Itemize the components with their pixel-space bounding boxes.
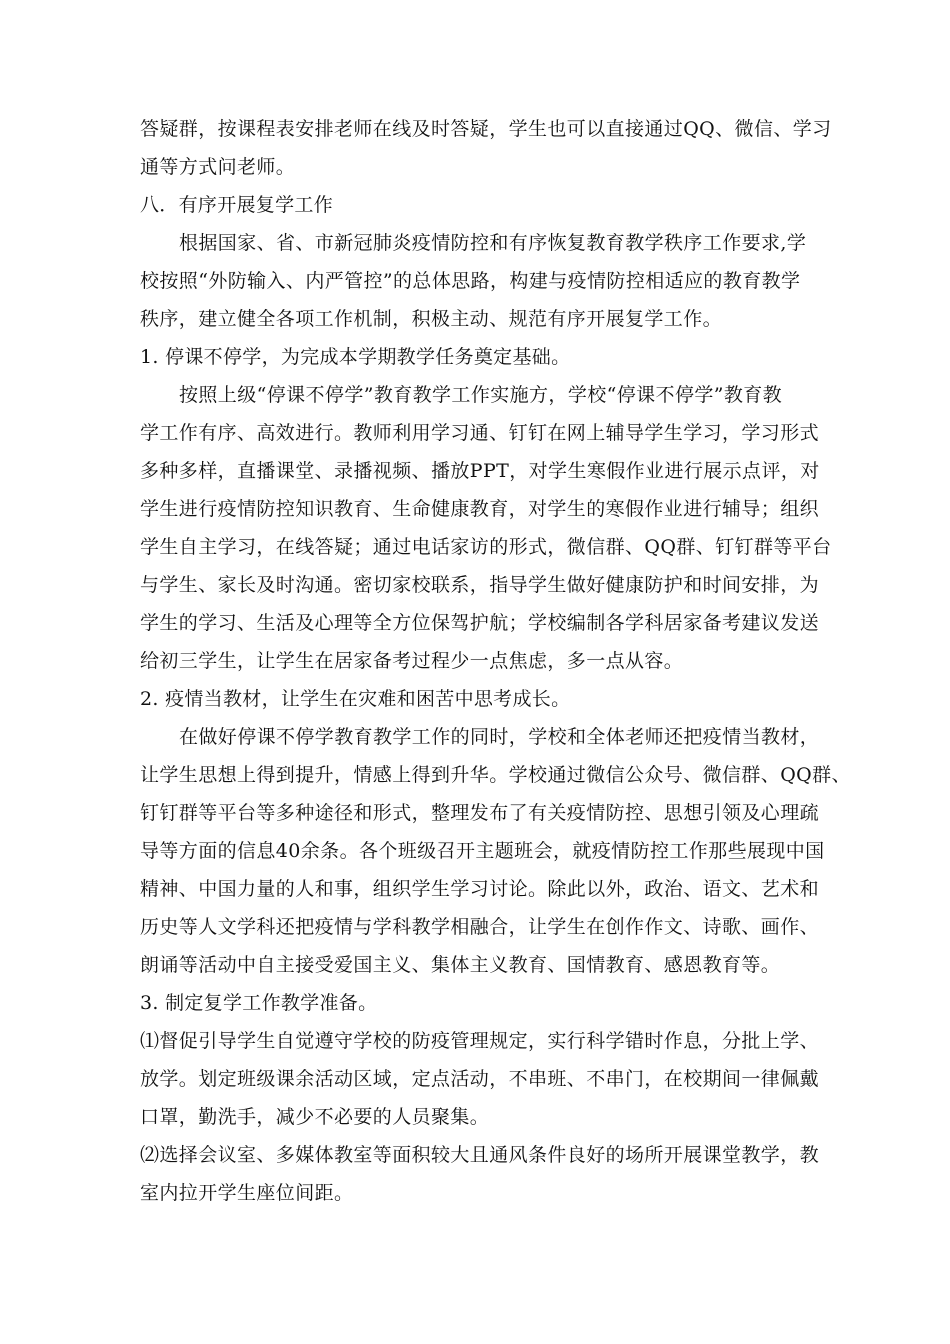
- paragraph-line: 室内拉开学生座位间距。: [140, 1182, 354, 1204]
- paragraph-line: 根据国家、省、市新冠肺炎疫情防控和有序恢复教育教学秩序工作要求,学: [179, 232, 807, 254]
- paragraph-line: 秩序，建立健全各项工作机制，积极主动、规范有序开展复学工作。: [140, 308, 723, 330]
- paragraph-line: 给初三学生，让学生在居家备考过程少一点焦虑，多一点从容。: [140, 650, 684, 672]
- subsection-heading: 2. 疫情当教材，让学生在灾难和困苦中思考成长。: [140, 688, 571, 710]
- subsection-heading: 3. 制定复学工作教学准备。: [140, 992, 378, 1014]
- paragraph-line: 放学。划定班级课余活动区域，定点活动，不串班、不串门，在校期间一律佩戴: [140, 1068, 820, 1090]
- paragraph-line: 精神、中国力量的人和事，组织学生学习讨论。除此以外，政治、语文、艺术和: [140, 878, 820, 900]
- list-item-line: ⑴督促引导学生自觉遵守学校的防疫管理规定，实行科学错时作息，分批上学、: [140, 1030, 820, 1052]
- paragraph-line: 校按照“外防输入、内严管控”的总体思路，构建与疫情防控相适应的教育教学: [140, 270, 801, 292]
- list-item-line: ⑵选择会议室、多媒体教室等面积较大且通风条件良好的场所开展课堂教学，教: [140, 1144, 820, 1166]
- paragraph-line: 学生自主学习，在线答疑；通过电话家访的形式，微信群、QQ群、钉钉群等平台: [140, 536, 832, 558]
- paragraph-line: 通等方式问老师。: [140, 156, 296, 178]
- paragraph-line: 导等方面的信息40余条。各个班级召开主题班会，就疫情防控工作那些展现中国: [140, 840, 825, 862]
- subsection-heading: 1. 停课不停学，为完成本学期教学任务奠定基础。: [140, 346, 571, 368]
- paragraph-line: 答疑群，按课程表安排老师在线及时答疑，学生也可以直接通过QQ、微信、学习: [140, 118, 832, 140]
- paragraph-line: 多种多样，直播课堂、录播视频、播放PPT，对学生寒假作业进行展示点评，对: [140, 460, 820, 482]
- paragraph-line: 按照上级“停课不停学”教育教学工作实施方，学校“停课不停学”教育教: [179, 384, 783, 406]
- paragraph-line: 钉钉群等平台等多种途径和形式，整理发布了有关疫情防控、思想引领及心理疏: [140, 802, 820, 824]
- paragraph-line: 朗诵等活动中自主接受爱国主义、集体主义教育、国情教育、感恩教育等。: [140, 954, 781, 976]
- paragraph-line: 口罩，勤洗手，减少不必要的人员聚集。: [140, 1106, 490, 1128]
- paragraph-line: 让学生思想上得到提升，情感上得到升华。学校通过微信公众号、微信群、QQ群、: [140, 764, 851, 786]
- paragraph-line: 学生进行疫情防控知识教育、生命健康教育，对学生的寒假作业进行辅导；组织: [140, 498, 820, 520]
- section-heading: 八．有序开展复学工作: [140, 194, 334, 216]
- paragraph-line: 学工作有序、高效进行。教师利用学习通、钉钉在网上辅导学生学习，学习形式: [140, 422, 820, 444]
- paragraph-line: 历史等人文学科还把疫情与学科教学相融合，让学生在创作作文、诗歌、画作、: [140, 916, 820, 938]
- paragraph-line: 学生的学习、生活及心理等全方位保驾护航；学校编制各学科居家备考建议发送: [140, 612, 820, 634]
- paragraph-line: 与学生、家长及时沟通。密切家校联系，指导学生做好健康防护和时间安排，为: [140, 574, 820, 596]
- paragraph-line: 在做好停课不停学教育教学工作的同时，学校和全体老师还把疫情当教材，: [179, 726, 820, 748]
